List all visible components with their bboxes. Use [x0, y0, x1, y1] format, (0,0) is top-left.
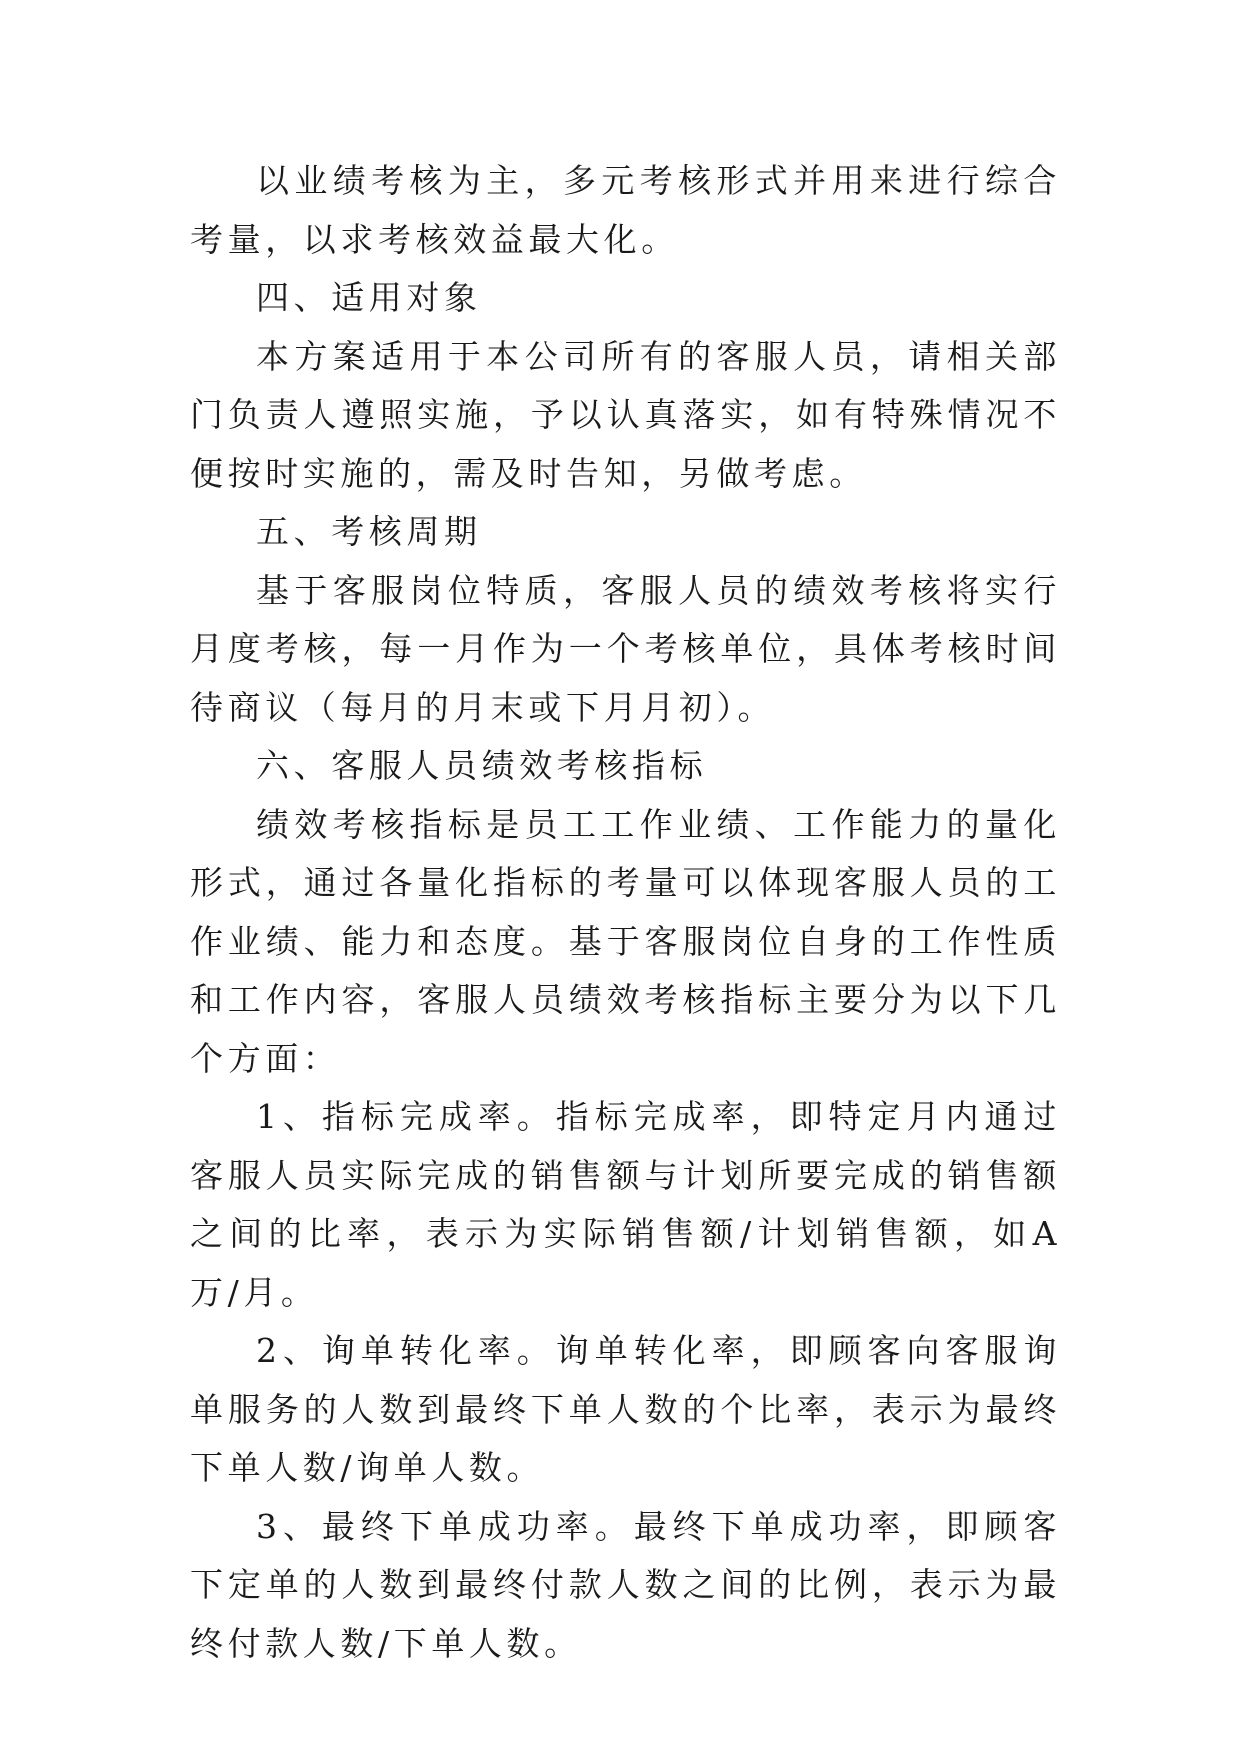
- section-heading-applicable-objects: 四、适用对象: [256, 278, 482, 317]
- body-paragraph: 绩效考核指标是员工工作业绩、工作能力的量化形式，通过各量化指标的考量可以体现客服人员的工作业绩、能力和态度。基于客服岗位自身的工作性质和工作内容，客服人员绩效考核指标主要分为以下几个方面：: [190, 804, 1061, 1078]
- body-paragraph: 以业绩考核为主，多元考核形式并用来进行综合考量，以求考核效益最大化。: [190, 161, 1061, 259]
- body-paragraph: 基于客服岗位特质，客服人员的绩效考核将实行月度考核，每一月作为一个考核单位，具体考核时间待商议（每月的月末或下月月初）。: [190, 570, 1061, 727]
- section-heading-assessment-period: 五、考核周期: [256, 512, 482, 551]
- section-heading-kpi: 六、客服人员绩效考核指标: [256, 746, 708, 785]
- list-item-order-success-rate: 3、最终下单成功率。最终下单成功率，即顾客下定单的人数到最终付款人数之间的比例，表示为最终付款人数/下单人数。: [190, 1506, 1061, 1663]
- body-paragraph: 本方案适用于本公司所有的客服人员，请相关部门负责人遵照实施，予以认真落实，如有特殊情况不便按时实施的，需及时告知，另做考虑。: [190, 336, 1061, 493]
- list-item-inquiry-conversion-rate: 2、询单转化率。询单转化率，即顾客向客服询单服务的人数到最终下单人数的个比率，表示为最终下单人数/询单人数。: [190, 1331, 1061, 1487]
- list-item-completion-rate: 1、指标完成率。指标完成率，即特定月内通过客服人员实际完成的销售额与计划所要完成的销售额之间的比率，表示为实际销售额/计划销售额，如A万/月。: [190, 1097, 1061, 1312]
